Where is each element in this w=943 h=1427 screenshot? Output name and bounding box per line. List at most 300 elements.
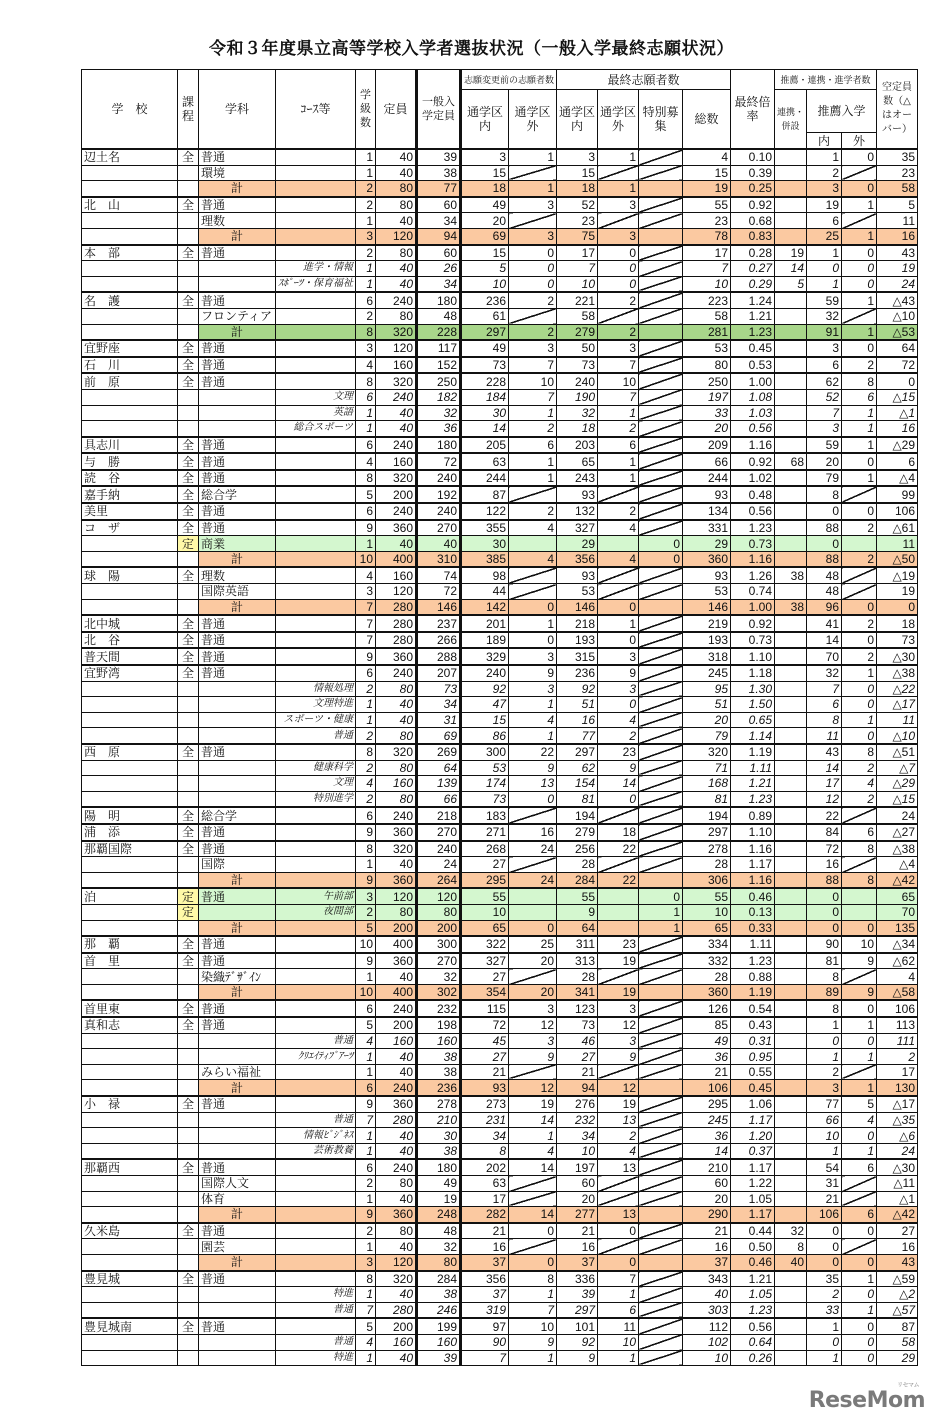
cell-classes: 3 [356,584,376,600]
cell-special [639,615,683,632]
cell-teiin: 80 [376,681,417,697]
cell-teiin: 80 [376,760,417,776]
cell-fin_in: 81 [557,791,598,807]
cell-vacancy: △61 [877,520,918,536]
cell-pre_in: 231 [461,1112,509,1128]
cell-vacancy: 58 [877,1334,918,1350]
table-row [82,744,918,760]
katei [178,760,199,776]
cell-general: 250 [417,373,461,389]
katei [178,213,199,229]
course [276,984,356,1000]
cell-renkei [775,1159,807,1175]
cell-ratio: 0.45 [731,340,775,357]
katei [178,261,199,277]
cell-rec_in: 66 [807,1112,842,1128]
course [276,197,356,213]
cell-general: 264 [417,872,461,888]
school-name [82,857,178,873]
header-pre-out: 通学区外 [509,90,557,150]
header-gakka: 学科 [199,70,276,150]
cell-fin_out: 0 [598,697,639,713]
cell-fin_out: 3 [598,1033,639,1049]
cell-pre_out: 7 [509,1302,557,1318]
cell-ratio: 1.23 [731,324,775,340]
cell-special [639,1033,683,1049]
cell-pre_out [509,1239,557,1255]
cell-fin_in: 9 [557,904,598,920]
course: 健康科学 [276,760,356,776]
cell-vacancy: 5 [877,197,918,213]
cell-renkei [775,857,807,873]
table-row [82,681,918,697]
cell-vacancy: △51 [877,744,918,760]
cell-classes: 7 [356,599,376,615]
cell-renkei: 38 [775,567,807,583]
cell-total: 95 [683,681,731,697]
cell-ratio: 0.92 [731,453,775,470]
katei: 定 [178,904,199,920]
cell-rec_in: 3 [807,421,842,437]
school-name: 与 勝 [82,453,178,470]
cell-general: 117 [417,340,461,357]
cell-fin_in: 92 [557,1334,598,1350]
gakka: フロンティア [199,308,276,324]
cell-rec_out: 2 [842,648,877,665]
cell-teiin: 320 [376,744,417,760]
cell-fin_in: 93 [557,567,598,583]
cell-vacancy: 19 [877,584,918,600]
table-row [82,1143,918,1159]
cell-pre_out: 0 [509,245,557,261]
cell-rec_in: 10 [807,1128,842,1144]
cell-general: 160 [417,1033,461,1049]
cell-special [639,373,683,389]
katei [178,551,199,567]
cell-pre_out: 1 [509,181,557,197]
cell-pre_out: 1 [509,1128,557,1144]
katei: 全 [178,665,199,681]
cell-pre_out: 7 [509,389,557,405]
cell-fin_in: 101 [557,1318,598,1334]
cell-pre_out: 9 [509,1334,557,1350]
cell-ratio: 1.16 [731,872,775,888]
course [276,520,356,536]
table-row [82,357,918,374]
cell-special [639,470,683,487]
cell-ratio: 1.23 [731,791,775,807]
school-name: 那覇西 [82,1159,178,1175]
cell-fin_out [598,1191,639,1207]
cell-pre_in: 184 [461,389,509,405]
cell-renkei [775,872,807,888]
cell-teiin: 280 [376,632,417,649]
gakka: 普通 [199,453,276,470]
cell-total: 210 [683,1159,731,1175]
cell-teiin: 360 [376,1207,417,1223]
cell-classes: 2 [356,791,376,807]
table-row [82,1334,918,1350]
course: 総合スポーツ [276,421,356,437]
cell-pre_in: 7 [461,1350,509,1366]
table-row [82,584,918,600]
cell-pre_out: 9 [509,1049,557,1065]
cell-total: 28 [683,969,731,985]
course [276,165,356,181]
cell-total: 55 [683,197,731,213]
school-name: 真和志 [82,1017,178,1033]
course [276,373,356,389]
table-row [82,261,918,277]
cell-general: 198 [417,1017,461,1033]
cell-fin_in: 9 [557,1350,598,1366]
cell-classes: 2 [356,904,376,920]
cell-renkei [775,357,807,374]
cell-fin_out [598,165,639,181]
course [276,1096,356,1112]
cell-renkei [775,1287,807,1303]
cell-special [639,1017,683,1033]
katei: 全 [178,841,199,857]
course [276,324,356,340]
course [276,615,356,632]
cell-classes: 1 [356,1239,376,1255]
cell-general: 246 [417,1302,461,1318]
cell-general: 270 [417,953,461,969]
cell-renkei [775,405,807,421]
course: 文理特進 [276,697,356,713]
cell-rec_in: 1 [807,245,842,261]
gakka: 普通 [199,1096,276,1112]
cell-renkei [775,712,807,728]
gakka: 普通 [199,1271,276,1287]
cell-vacancy: △10 [877,308,918,324]
cell-special [639,953,683,969]
cell-pre_out [509,1176,557,1192]
cell-general: 180 [417,292,461,308]
cell-renkei [775,1176,807,1192]
cell-rec_in: 22 [807,807,842,824]
cell-pre_in: 201 [461,615,509,632]
cell-renkei [775,1096,807,1112]
cell-special [639,648,683,665]
cell-renkei [775,503,807,520]
cell-fin_in: 221 [557,292,598,308]
gakka [199,904,276,920]
cell-special: 0 [639,536,683,552]
school-name [82,536,178,552]
school-name [82,681,178,697]
course [276,1271,356,1287]
school-name [82,405,178,421]
cell-pre_in: 21 [461,1223,509,1239]
cell-ratio: 0.83 [731,228,775,244]
gakka: 普通 [199,648,276,665]
cell-teiin: 80 [376,791,417,807]
katei [178,599,199,615]
cell-vacancy: △1 [877,1191,918,1207]
cell-general: 139 [417,776,461,792]
cell-special [639,1112,683,1128]
cell-renkei [775,373,807,389]
cell-classes: 2 [356,181,376,197]
table-row [82,245,918,261]
katei: 全 [178,807,199,824]
cell-renkei [775,1302,807,1318]
cell-total: 10 [683,276,731,292]
gakka [199,712,276,728]
cell-teiin: 80 [376,1223,417,1239]
cell-renkei [775,1143,807,1159]
cell-special [639,599,683,615]
cell-rec_in: 88 [807,551,842,567]
cell-pre_out [509,584,557,600]
cell-vacancy: △53 [877,324,918,340]
cell-fin_out: 2 [598,421,639,437]
cell-rec_out: 10 [842,936,877,953]
cell-teiin: 280 [376,599,417,615]
cell-rec_out [842,904,877,920]
cell-pre_out [509,888,557,904]
cell-teiin: 200 [376,1318,417,1334]
cell-pre_out: 14 [509,1207,557,1223]
cell-pre_out [509,165,557,181]
cell-renkei [775,486,807,503]
gakka: 計 [199,599,276,615]
cell-special [639,791,683,807]
cell-rec_in: 19 [807,197,842,213]
cell-renkei [775,213,807,229]
cell-pre_out: 3 [509,197,557,213]
cell-renkei [775,665,807,681]
cell-rec_out: 0 [842,697,877,713]
cell-fin_in: 94 [557,1080,598,1096]
cell-general: 26 [417,261,461,277]
cell-general: 66 [417,791,461,807]
table-row [82,1207,918,1223]
cell-vacancy: △42 [877,872,918,888]
cell-rec_out: 4 [842,1112,877,1128]
cell-vacancy: 72 [877,357,918,374]
cell-general: 38 [417,1049,461,1065]
cell-pre_out: 0 [509,1223,557,1239]
gakka [199,1049,276,1065]
cell-total: 16 [683,1239,731,1255]
school-name: 嘉手納 [82,486,178,503]
cell-classes: 4 [356,357,376,374]
cell-pre_in: 86 [461,728,509,744]
cell-classes: 4 [356,776,376,792]
cell-ratio: 0.29 [731,276,775,292]
cell-special [639,841,683,857]
cell-ratio: 1.02 [731,470,775,487]
cell-total: 53 [683,584,731,600]
cell-general: 38 [417,1287,461,1303]
cell-pre_in: 53 [461,760,509,776]
cell-total: 112 [683,1318,731,1334]
cell-special [639,857,683,873]
table-row [82,213,918,229]
katei: 全 [178,953,199,969]
cell-total: 7 [683,261,731,277]
course [276,486,356,503]
cell-classes: 2 [356,245,376,261]
cell-fin_in: 190 [557,389,598,405]
cell-classes: 8 [356,1271,376,1287]
cell-rec_in: 25 [807,228,842,244]
cell-classes: 10 [356,551,376,567]
katei [178,389,199,405]
cell-ratio: 0.73 [731,536,775,552]
table-row [82,776,918,792]
cell-pre_out: 24 [509,872,557,888]
cell-general: 152 [417,357,461,374]
table-row [82,389,918,405]
cell-rec_out: 1 [842,1143,877,1159]
cell-classes: 1 [356,697,376,713]
cell-general: 300 [417,936,461,953]
gakka [199,1334,276,1350]
cell-classes: 1 [356,1064,376,1080]
cell-ratio: 0.95 [731,1049,775,1065]
cell-teiin: 240 [376,503,417,520]
cell-special [639,486,683,503]
cell-classes: 6 [356,1080,376,1096]
cell-pre_in: 73 [461,791,509,807]
katei: 全 [178,470,199,487]
cell-ratio: 0.54 [731,1000,775,1017]
cell-pre_in: 5 [461,261,509,277]
table-row [82,728,918,744]
course [276,1191,356,1207]
cell-special [639,453,683,470]
cell-pre_in: 202 [461,1159,509,1175]
cell-special [639,681,683,697]
cell-general: 34 [417,276,461,292]
school-name: 球 陽 [82,567,178,583]
cell-teiin: 160 [376,1033,417,1049]
cell-renkei [775,760,807,776]
cell-special: 0 [639,551,683,567]
katei: 全 [178,1318,199,1334]
cell-pre_in: 27 [461,857,509,873]
cell-general: 288 [417,648,461,665]
table-row [82,1223,918,1239]
school-name: 具志川 [82,437,178,454]
cell-vacancy: 16 [877,421,918,437]
cell-vacancy: 106 [877,1000,918,1017]
header-pre-in: 通学区内 [461,90,509,150]
katei [178,697,199,713]
cell-ratio: 1.19 [731,984,775,1000]
gakka: 計 [199,181,276,197]
cell-fin_out: 4 [598,1143,639,1159]
cell-teiin: 40 [376,1287,417,1303]
cell-teiin: 280 [376,1302,417,1318]
course [276,567,356,583]
cell-pre_in: 45 [461,1033,509,1049]
cell-ratio: 0.50 [731,1239,775,1255]
cell-classes: 2 [356,728,376,744]
course [276,503,356,520]
cell-vacancy: 18 [877,615,918,632]
cell-teiin: 240 [376,389,417,405]
cell-total: 223 [683,292,731,308]
katei [178,1080,199,1096]
cell-total: 78 [683,228,731,244]
gakka: 計 [199,228,276,244]
cell-general: 32 [417,969,461,985]
cell-ratio: 1.20 [731,1128,775,1144]
table-row [82,1176,918,1192]
cell-fin_in: 10 [557,1143,598,1159]
cell-fin_in: 311 [557,936,598,953]
cell-fin_in: 28 [557,857,598,873]
cell-general: 240 [417,841,461,857]
school-name [82,1080,178,1096]
cell-total: 134 [683,503,731,520]
katei [178,1064,199,1080]
cell-general: 49 [417,1176,461,1192]
cell-ratio: 0.37 [731,1143,775,1159]
cell-vacancy: 65 [877,888,918,904]
gakka: 普通 [199,744,276,760]
cell-fin_in: 240 [557,373,598,389]
cell-fin_out: 1 [598,149,639,165]
cell-rec_out [842,308,877,324]
cell-total: 71 [683,760,731,776]
cell-classes: 10 [356,984,376,1000]
cell-special: 0 [639,888,683,904]
cell-renkei [775,520,807,536]
course [276,1318,356,1334]
cell-ratio: 0.56 [731,1318,775,1334]
cell-rec_in: 12 [807,791,842,807]
table-row [82,1191,918,1207]
cell-total: 4 [683,149,731,165]
cell-pre_in: 244 [461,470,509,487]
course [276,584,356,600]
course: ｽﾎﾟｰﾂ・保育福祉 [276,276,356,292]
cell-renkei [775,1207,807,1223]
school-name [82,1207,178,1223]
cell-special [639,1191,683,1207]
cell-total: 66 [683,453,731,470]
cell-pre_in: 385 [461,551,509,567]
cell-special [639,1334,683,1350]
gakka [199,1350,276,1366]
cell-rec_out: 0 [842,599,877,615]
cell-teiin: 240 [376,437,417,454]
cell-rec_in: 1 [807,1049,842,1065]
cell-teiin: 400 [376,936,417,953]
cell-fin_out: 2 [598,324,639,340]
katei [178,276,199,292]
cell-fin_in: 203 [557,437,598,454]
cell-teiin: 80 [376,245,417,261]
table-row [82,936,918,953]
cell-general: 182 [417,389,461,405]
school-name [82,1350,178,1366]
cell-classes: 5 [356,1318,376,1334]
cell-renkei [775,824,807,841]
cell-general: 48 [417,308,461,324]
cell-total: 19 [683,181,731,197]
cell-vacancy: 106 [877,503,918,520]
cell-rec_in: 72 [807,841,842,857]
table-row [82,453,918,470]
cell-general: 72 [417,584,461,600]
